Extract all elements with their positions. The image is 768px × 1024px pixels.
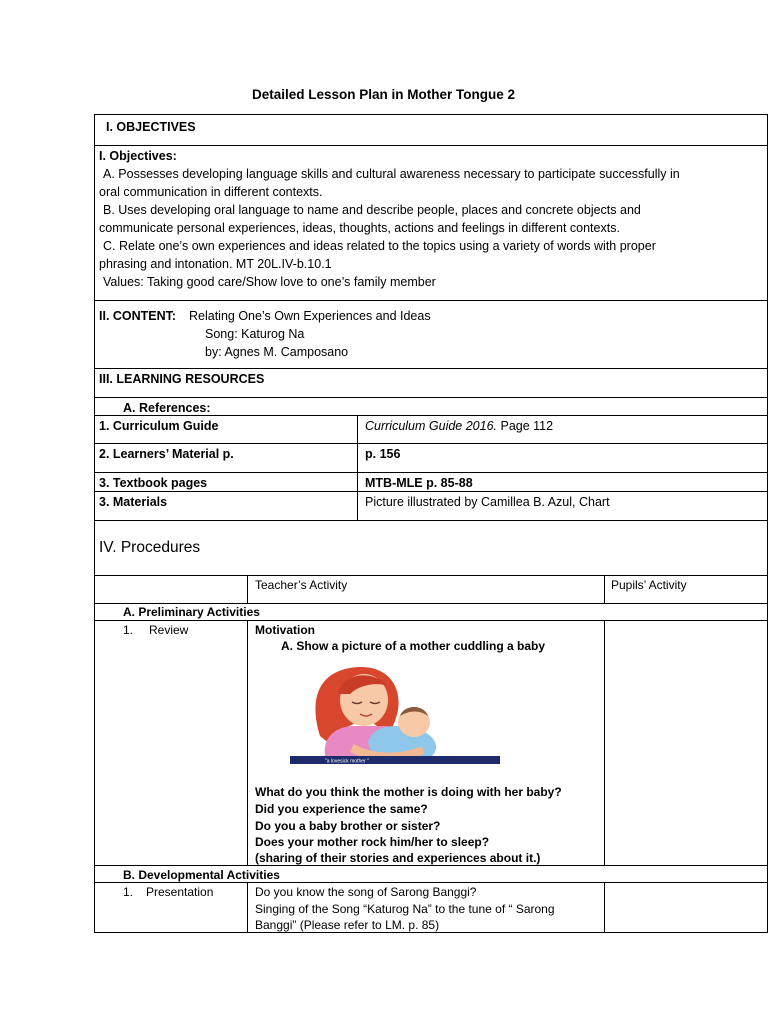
resource-label: 1. Curriculum Guide (99, 419, 219, 433)
column-divider (247, 575, 248, 604)
question: Does your mother rock him/her to sleep? (255, 835, 490, 849)
review-label: Review (149, 623, 189, 637)
objective-c-line1: C. Relate one’s own experiences and ideas related to the topics using a variety of words with proper (103, 239, 656, 253)
objective-b-line2: communicate personal experiences, ideas, thoughts, actions and feelings in different contexts. (99, 221, 620, 235)
objective-values: Values: Taking good care/Show love to one’s family member (103, 275, 436, 289)
table-left-border (94, 114, 95, 932)
presentation-number: 1. (123, 885, 134, 899)
rule (94, 114, 768, 115)
resource-value-page: Page 112 (497, 419, 554, 433)
references-heading: A. References: (123, 401, 211, 415)
objectives-heading: I. Objectives: (99, 149, 177, 163)
objectives-header: I. OBJECTIVES (106, 120, 196, 134)
question-note: (sharing of their stories and experiences about it.) (255, 851, 541, 865)
rule (94, 300, 768, 301)
developmental-heading: B. Developmental Activities (123, 868, 280, 882)
question: What do you think the mother is doing with her baby? (255, 785, 562, 799)
content-song: Song: Katurog Na (205, 327, 305, 341)
picture-caption: "a lovesick mother " (325, 758, 369, 764)
column-divider (604, 882, 605, 932)
objective-b-line1: B. Uses developing oral language to name and describe people, places and concrete objects and (103, 203, 641, 217)
content-author: by: Agnes M. Camposano (205, 345, 349, 359)
rule (94, 397, 768, 398)
rule (94, 520, 768, 521)
presentation-line: Banggi” (Please refer to LM. p. 85) (255, 918, 440, 932)
rule (94, 145, 768, 146)
rule (94, 472, 768, 473)
resource-label: 3. Textbook pages (99, 476, 208, 490)
presentation-line: Do you know the song of Sarong Banggi? (255, 885, 477, 899)
column-divider (357, 415, 358, 521)
column-divider (604, 620, 605, 865)
presentation-line: Singing of the Song “Katurog Na” to the tune of “ Sarong (255, 902, 555, 916)
resource-label: 3. Materials (99, 495, 168, 509)
content-topic: Relating One’s Own Experiences and Ideas (189, 309, 431, 323)
procedures-header: IV. Procedures (99, 539, 201, 556)
content-label: II. CONTENT: (99, 309, 177, 323)
question: Did you experience the same? (255, 802, 428, 816)
resource-label: 2. Learners’ Material p. (99, 447, 234, 461)
motivation-label: Motivation (255, 623, 315, 637)
rule (94, 368, 768, 369)
page-title: Detailed Lesson Plan in Mother Tongue 2 (252, 87, 516, 102)
review-number: 1. (123, 623, 134, 637)
pupils-activity-header: Pupils’ Activity (611, 578, 687, 592)
mother-cuddling-baby-picture (290, 664, 500, 764)
resource-value (365, 417, 553, 435)
resources-header: III. LEARNING RESOURCES (99, 372, 265, 386)
teacher-activity-header: Teacher’s Activity (255, 578, 348, 592)
column-divider (604, 575, 605, 604)
rule (94, 443, 768, 444)
resource-value: Picture illustrated by Camillea B. Azul, Chart (365, 495, 610, 509)
show-picture-instruction: A. Show a picture of a mother cuddling a baby (281, 639, 546, 653)
column-divider (247, 882, 248, 932)
objective-c-line2: phrasing and intonation. MT 20L.IV-b.10.1 (99, 257, 332, 271)
column-divider (247, 620, 248, 865)
presentation-label: Presentation (146, 885, 214, 899)
objective-a-line1: A. Possesses developing language skills and cultural awareness necessary to participate successfully in (103, 167, 680, 181)
question: Do you a baby brother or sister? (255, 819, 441, 833)
resource-value: p. 156 (365, 447, 401, 461)
objective-a-line2: oral communication in different contexts. (99, 185, 323, 199)
resource-value: MTB-MLE p. 85-88 (365, 476, 473, 490)
resource-value-italic: Curriculum Guide 2016. (365, 419, 498, 433)
preliminary-heading: A. Preliminary Activities (123, 605, 260, 619)
